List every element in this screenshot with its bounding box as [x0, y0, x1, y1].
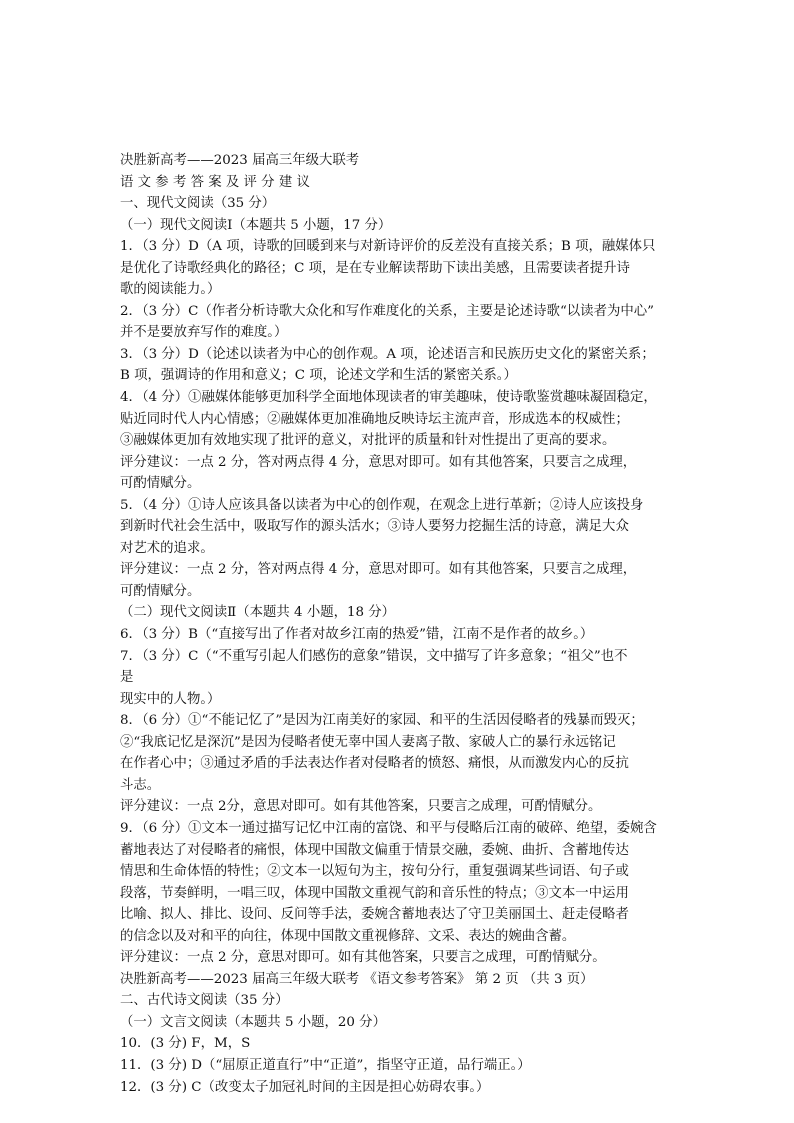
answer-line: 8．（6 分）①“不能记忆了”是因为江南美好的家园、和平的生活因侵略者的残暴而毁灭；	[120, 713, 644, 729]
scoring-note: 评分建议：一点 2 分，答对两点得 4 分，意思对即可。如有其他答案，只要言之成理，	[120, 454, 637, 470]
answer-line: 贴近同时代人内心情感；②融媒体更加准确地反映诗坛主流声音，形成选本的权威性；	[120, 411, 629, 427]
scoring-note: 可酌情赋分。	[120, 583, 201, 599]
answer-line: ③融媒体更加有效地实现了批评的意义，对批评的质量和针对性提出了更高的要求。	[120, 433, 616, 449]
subsection-heading: （一）文言文阅读（本题共 5 小题，20 分）	[120, 1014, 386, 1030]
answer-line: ②“我底记忆是深沉”是因为侵略者使无辜中国人妻离子散、家破人亡的暴行永远铭记	[120, 734, 616, 750]
document-header: 决胜新高考——2023 届高三年级大联考	[120, 153, 360, 168]
answer-line: 歌的阅读能力。）	[120, 282, 221, 298]
subsection-heading: （二）现代文阅读Ⅱ（本题共 4 小题，18 分）	[120, 605, 396, 621]
answer-line: 在作者心中；③通过矛盾的手法表达作者对侵略者的愤怒、痛恨，从而激发内心的反抗	[120, 756, 629, 772]
document-title: 语 文 参 考 答 案 及 评 分 建 议	[120, 174, 310, 190]
section-heading: 一、现代文阅读（35 分）	[120, 196, 276, 212]
answer-line: 7．（3 分）C（“不重写引起人们感伤的意象”错误，文中描写了许多意象；“祖父”也不	[120, 648, 628, 664]
answer-line: 4．（4 分）①融媒体能够更加科学全面地体现读者的审美趣味，使诗歌鉴赏趣味凝固稳定，	[120, 390, 657, 406]
answer-line: 比喻、拟人、排比、设问、反问等手法，委婉含蓄地表达了守卫美丽国土、赶走侵略者	[120, 907, 629, 923]
answer-line: 6．（3 分）B（“直接写出了作者对故乡江南的热爱”错，江南不是作者的故乡。）	[120, 627, 594, 643]
answer-line: 对艺术的追求。	[120, 540, 214, 556]
answer-line: 1．（3 分）D（A 项，诗歌的回暖到来与对新诗评价的反差没有直接关系；B 项，融媒体只	[120, 239, 656, 255]
answer-line: 的信念以及对和平的向往，体现中国散文重视修辞、文采、表达的婉曲含蓄。	[120, 928, 576, 944]
answer-document	[120, 150, 680, 1098]
answer-line: 蓄地表达了对侵略者的痛恨，体现中国散文偏重于情景交融，委婉、曲折、含蓄地传达	[120, 842, 629, 858]
answer-line: 斗志。	[120, 777, 161, 793]
scoring-note: 评分建议：一点 2 分，答对两点得 4 分，意思对即可。如有其他答案，只要言之成理，	[120, 562, 637, 578]
answer-line: 是	[120, 670, 134, 686]
answer-line: 到新时代社会生活中，吸取写作的源头活水；③诗人要努力挖掘生活的诗意，满足大众	[120, 519, 629, 535]
answer-line: B 项，强调诗的作用和意义；C 项，论述文学和生活的紧密关系。）	[120, 368, 517, 384]
answer-line: 段落，节奏鲜明，一唱三叹，体现中国散文重视气韵和音乐性的特点；③文本一中运用	[120, 885, 629, 901]
subsection-heading: （一）现代文阅读Ⅰ（本题共 5 小题，17 分）	[120, 217, 392, 233]
answer-line: 现实中的人物。）	[120, 691, 221, 707]
section-heading: 二、古代诗文阅读（35 分）	[120, 993, 289, 1009]
answer-line: 并不是要放弃写作的难度。）	[120, 325, 288, 341]
scoring-note: 评分建议：一点 2 分，意思对即可。如有其他答案，只要言之成理，可酌情赋分。	[120, 950, 606, 966]
answer-line: 11．(3 分) D（“屈原正道直行”中“正道”，指坚守正道，品行端正。）	[120, 1057, 531, 1073]
answer-line: 12．(3 分) C（改变太子加冠礼时间的主因是担心妨碍农事。）	[120, 1079, 490, 1095]
answer-line: 3．（3 分）D（论述以读者为中心的创作观。A 项，论述语言和民族历史文化的紧密关系；	[120, 346, 655, 362]
answer-line: 情思和生命体悟的特性；②文本一以短句为主，按句分行，重复强调某些词语、句子或	[120, 864, 629, 880]
answer-line: 9．（6 分）①文本一通过描写记忆中江南的富饶、和平与侵略后江南的破碎、绝望，委婉含	[120, 820, 657, 836]
answer-line: 10．(3 分) F，M，S	[120, 1036, 251, 1052]
answer-line: 是优化了诗歌经典化的路径；C 项，是在专业解读帮助下读出美感，且需要读者提升诗	[120, 260, 630, 276]
scoring-note: 评分建议：一点 2分，意思对即可。如有其他答案，只要言之成理，可酌情赋分。	[120, 799, 602, 815]
scoring-note: 可酌情赋分。	[120, 476, 201, 492]
page-footer: 决胜新高考——2023 届高三年级大联考 《语文参考答案》 第 2 页 （共 3 页）	[120, 971, 594, 987]
answer-line: 5．（4 分）①诗人应该具备以读者为中心的创作观，在观念上进行革新；②诗人应该投身	[120, 497, 644, 513]
answer-line: 2．（3 分）C（作者分析诗歌大众化和写作难度化的关系，主要是论述诗歌“以读者为中心”	[120, 303, 654, 319]
